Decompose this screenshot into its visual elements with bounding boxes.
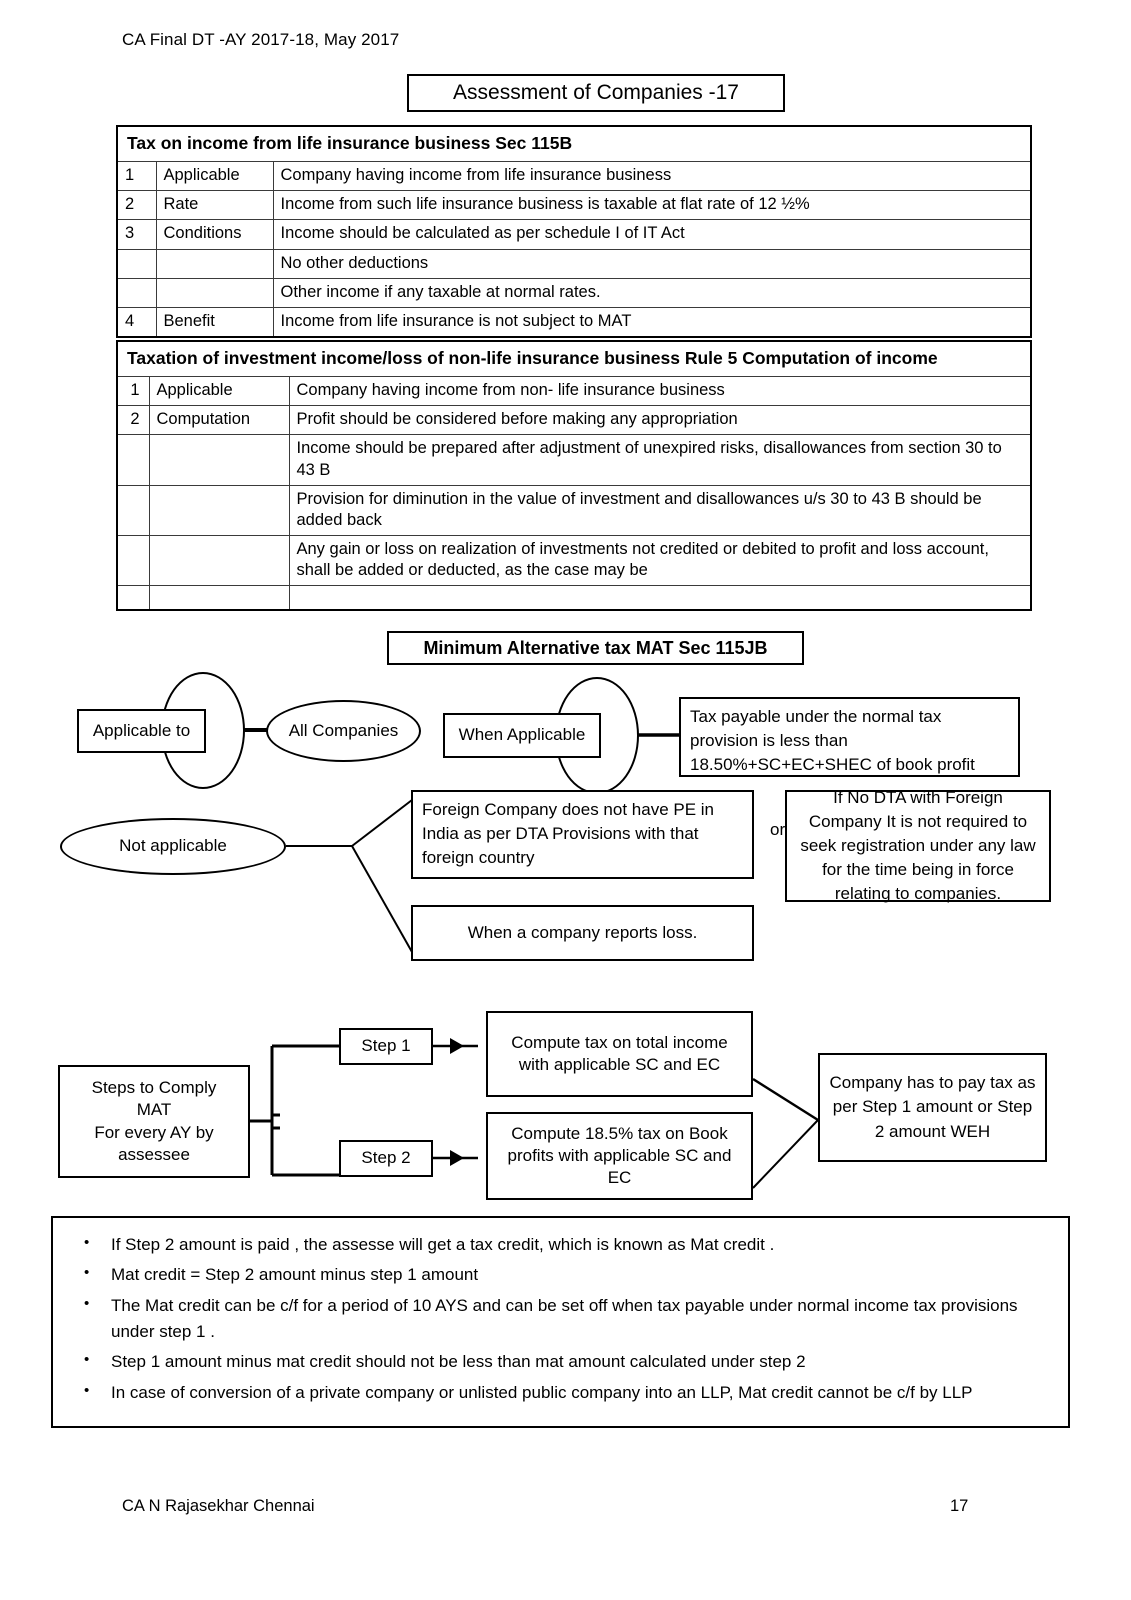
row-text: Other income if any taxable at normal rates. xyxy=(273,278,1031,307)
table-row xyxy=(117,249,1031,278)
steps-source-line-3: For every AY by xyxy=(94,1122,214,1142)
list-item: • Step 1 amount minus mat credit should not be less than mat amount calculated under step 2 xyxy=(111,1349,1052,1375)
table-heading-row xyxy=(117,341,1031,377)
table-row xyxy=(117,435,1031,485)
when-applicable-condition-box xyxy=(679,697,1020,777)
row-text: Income should be calculated as per schedule I of IT Act xyxy=(273,220,1031,249)
row-label xyxy=(149,586,289,610)
row-number: 3 xyxy=(117,220,156,249)
row-number: 4 xyxy=(117,307,156,337)
footer-author: CA N Rajasekhar Chennai xyxy=(122,1497,315,1515)
row-label: Applicable xyxy=(149,377,289,406)
all-companies-node xyxy=(266,700,421,762)
row-text xyxy=(289,586,1031,610)
row-text: Income from life insurance is not subject to MAT xyxy=(273,307,1031,337)
step-2-badge xyxy=(339,1140,433,1177)
steps-source-line-1: Steps to Comply xyxy=(91,1078,217,1098)
row-number xyxy=(117,485,149,535)
step-2-action-text: Compute 18.5% tax on Book profits with applicable SC and EC xyxy=(507,1123,732,1188)
applicable-to-box xyxy=(77,709,206,753)
not-applicable-case-foreign-pe-text: Foreign Company does not have PE in India as per DTA Provisions with that foreign country xyxy=(422,800,715,868)
table-row xyxy=(117,377,1031,406)
row-number xyxy=(117,278,156,307)
not-applicable-case-foreign-pe xyxy=(411,790,754,879)
steps-result-box xyxy=(818,1053,1047,1162)
table-row xyxy=(117,220,1031,249)
table-row xyxy=(117,278,1031,307)
steps-source-line-4: assessee xyxy=(118,1144,190,1164)
row-number: 2 xyxy=(117,406,149,435)
notes-list xyxy=(69,1232,1052,1406)
steps-source-line-2: MAT xyxy=(136,1100,172,1120)
step-1-action-box xyxy=(486,1011,753,1097)
row-text: Company having income from non- life insurance business xyxy=(289,377,1031,406)
table1-heading: Tax on income from life insurance business Sec 115B xyxy=(117,126,1031,162)
table-row xyxy=(117,535,1031,585)
mat-section-heading: Minimum Alternative tax MAT Sec 115JB xyxy=(387,631,804,665)
or-connector-label: or xyxy=(770,820,786,839)
row-text: No other deductions xyxy=(273,249,1031,278)
mat-credit-notes-box xyxy=(51,1216,1070,1428)
all-companies-label: All Companies xyxy=(288,720,399,740)
row-label xyxy=(149,435,289,485)
when-applicable-box xyxy=(443,713,601,758)
row-label: Computation xyxy=(149,406,289,435)
row-text: Provision for diminution in the value of investment and disallowances u/s 30 to 43 B should be added back xyxy=(289,485,1031,535)
row-text: Any gain or loss on realization of investments not credited or debited to profit and loss account, shall be added or deducted, as the case may be xyxy=(289,535,1031,585)
row-number: 1 xyxy=(117,377,149,406)
row-number xyxy=(117,586,149,610)
step-1-label: Step 1 xyxy=(361,1036,411,1056)
row-number: 1 xyxy=(117,162,156,191)
row-text: Company having income from life insurance business xyxy=(273,162,1031,191)
row-number xyxy=(117,249,156,278)
not-applicable-case-no-dta xyxy=(785,787,1051,904)
list-item: • If Step 2 amount is paid , the assesse will get a tax credit, which is known as Mat credit . xyxy=(111,1232,1052,1258)
table-row xyxy=(117,162,1031,191)
steps-result-text: Company has to pay tax as per Step 1 amount or Step 2 amount WEH xyxy=(829,1072,1036,1141)
not-applicable-node xyxy=(60,818,286,875)
table-heading-row xyxy=(117,126,1031,162)
applicable-to-label: Applicable to xyxy=(92,720,191,740)
row-label: Benefit xyxy=(156,307,273,337)
not-applicable-case-loss-text: When a company reports loss. xyxy=(467,922,698,942)
row-number: 2 xyxy=(117,191,156,220)
row-text: Profit should be considered before making any appropriation xyxy=(289,406,1031,435)
course-header: CA Final DT -AY 2017-18, May 2017 xyxy=(122,30,400,49)
step-2-label: Step 2 xyxy=(361,1148,411,1168)
table-row xyxy=(117,485,1031,535)
row-label xyxy=(156,249,273,278)
list-item: • The Mat credit can be c/f for a period of 10 AYS and can be set off when tax payable under normal income tax provisions under step 1 . xyxy=(111,1293,1052,1346)
table-row xyxy=(117,406,1031,435)
table-row xyxy=(117,191,1031,220)
list-item: • In case of conversion of a private company or unlisted public company into an LLP, Mat credit cannot be c/f by LLP xyxy=(111,1380,1052,1406)
when-applicable-label: When Applicable xyxy=(458,725,586,745)
row-label xyxy=(149,485,289,535)
row-number xyxy=(117,435,149,485)
row-number xyxy=(117,535,149,585)
not-applicable-label: Not applicable xyxy=(119,836,227,856)
steps-source-box xyxy=(58,1065,250,1178)
not-applicable-case-loss xyxy=(411,905,754,961)
table-non-life-insurance xyxy=(116,340,1032,611)
row-text: Income from such life insurance business is taxable at flat rate of 12 ½% xyxy=(273,191,1031,220)
row-text: Income should be prepared after adjustment of unexpired risks, disallowances from section 30 to 43 B xyxy=(289,435,1031,485)
page-title: Assessment of Companies -17 xyxy=(407,74,785,112)
row-label: Rate xyxy=(156,191,273,220)
list-item: • Mat credit = Step 2 amount minus step 1 amount xyxy=(111,1262,1052,1288)
table-row xyxy=(117,307,1031,337)
row-label xyxy=(149,535,289,585)
table-life-insurance xyxy=(116,125,1032,338)
step-1-action-text: Compute tax on total income with applicable SC and EC xyxy=(511,1032,728,1074)
table2-heading: Taxation of investment income/loss of non-life insurance business Rule 5 Computation of income xyxy=(117,341,1031,377)
when-applicable-condition-text: Tax payable under the normal tax provision is less than 18.50%+SC+EC+SHEC of book profit xyxy=(690,707,975,775)
row-label: Applicable xyxy=(156,162,273,191)
not-applicable-case-no-dta-text: If No DTA with Foreign Company It is not required to seek registration under any law for the time being in force relating to companies. xyxy=(800,787,1036,904)
row-label xyxy=(156,278,273,307)
row-label: Conditions xyxy=(156,220,273,249)
footer-page-number: 17 xyxy=(950,1497,969,1515)
step-1-badge xyxy=(339,1028,433,1065)
table-row xyxy=(117,586,1031,610)
step-2-action-box xyxy=(486,1112,753,1200)
